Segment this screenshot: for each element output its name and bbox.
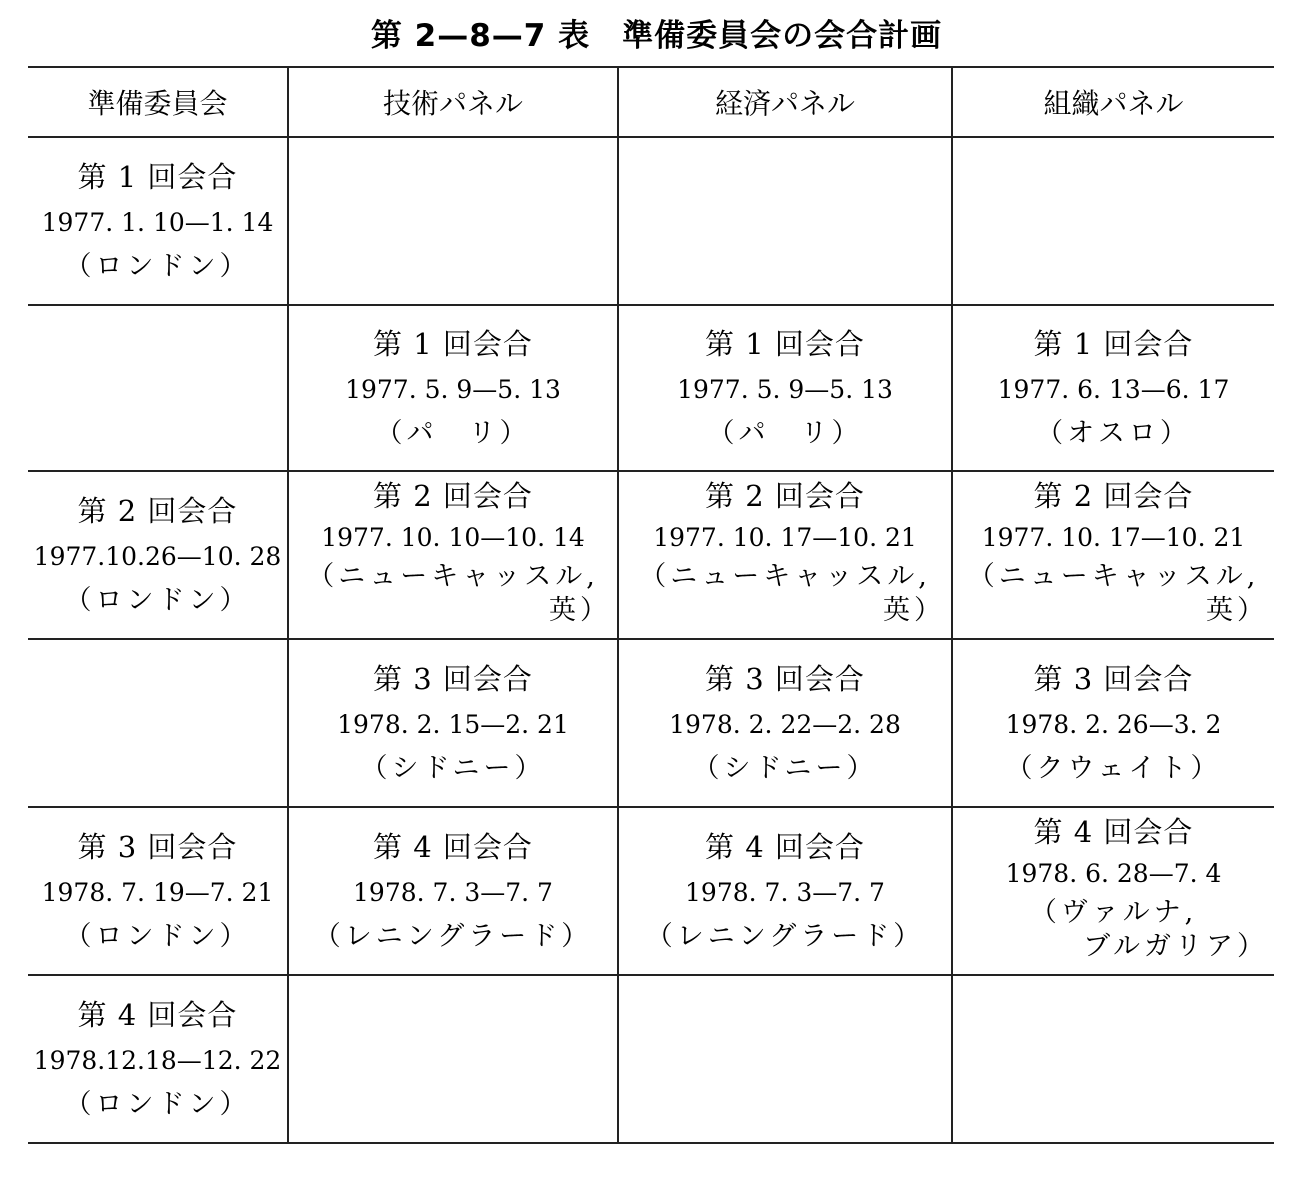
meeting-place-continued: 英）	[883, 595, 945, 626]
table-cell	[288, 471, 618, 639]
meeting-dates: 1978. 2. 15—2. 21	[337, 709, 569, 739]
meeting-place-continued: ブルガリア）	[1083, 931, 1268, 962]
meeting-entry	[953, 815, 1274, 964]
meeting-entry	[289, 479, 617, 628]
table-cell	[28, 807, 288, 975]
table-cell	[952, 471, 1274, 639]
table-cell	[288, 137, 618, 305]
meeting-place-continued: 英）	[1206, 595, 1268, 626]
meeting-number: 第 2 回会合	[77, 493, 238, 528]
table-cell	[288, 807, 618, 975]
meeting-dates: 1978. 7. 19—7. 21	[41, 877, 274, 907]
meeting-place: （ニューキャッスル,	[639, 561, 931, 593]
page-title: 第 2—8—7 表 準備委員会の会合計画	[370, 18, 943, 54]
meeting-dates: 1977. 5. 9—5. 13	[677, 374, 893, 404]
meeting-dates: 1978. 7. 3—7. 7	[685, 877, 885, 907]
meeting-number: 第 3 回会合	[1033, 661, 1194, 696]
meeting-number: 第 4 回会合	[1033, 815, 1194, 850]
meeting-number: 第 4 回会合	[373, 829, 533, 864]
meeting-entry	[28, 493, 287, 616]
meeting-dates: 1978. 2. 26—3. 2	[1005, 709, 1222, 739]
meeting-entry	[619, 479, 951, 628]
meeting-number: 第 4 回会合	[705, 829, 865, 864]
table-cell	[618, 975, 952, 1143]
meeting-place: （クウェイト）	[1005, 752, 1222, 784]
meeting-dates: 1978. 7. 3—7. 7	[353, 877, 553, 907]
table-cell	[28, 137, 288, 305]
meeting-place-continued: 英）	[549, 595, 611, 626]
table-cell	[28, 975, 288, 1143]
meeting-dates: 1977. 10. 17—10. 21	[653, 523, 917, 553]
table-cell	[618, 807, 952, 975]
meeting-number: 第 3 回会合	[77, 829, 238, 864]
meeting-dates: 1977. 6. 13—6. 17	[997, 374, 1230, 404]
column-header: 技術パネル	[288, 67, 618, 137]
meeting-plan-table	[28, 66, 1274, 1144]
table-cell	[28, 305, 288, 471]
meeting-dates: 1977. 10. 17—10. 21	[981, 523, 1246, 553]
meeting-place: （ロンドン）	[64, 250, 251, 282]
meeting-entry	[953, 661, 1274, 784]
meeting-place: （ロンドン）	[64, 1088, 251, 1120]
meeting-place: （レニングラード）	[313, 920, 593, 952]
meeting-number: 第 1 回会合	[705, 326, 865, 361]
meeting-entry	[289, 829, 617, 952]
meeting-place: （レニングラード）	[645, 920, 925, 952]
meeting-place: （ヴァルナ,	[1029, 897, 1198, 929]
meeting-dates: 1977.10.26—10. 28	[33, 541, 282, 571]
table-cell	[618, 137, 952, 305]
column-header: 経済パネル	[618, 67, 952, 137]
meeting-entry	[289, 661, 617, 784]
meeting-entry	[619, 661, 951, 784]
meeting-place: （オスロ）	[1036, 417, 1191, 449]
table-cell	[952, 639, 1274, 807]
table-cell	[618, 305, 952, 471]
meeting-place: （ロンドン）	[64, 920, 251, 952]
meeting-number: 第 1 回会合	[77, 159, 238, 194]
table-cell	[952, 305, 1274, 471]
meeting-dates: 1977. 10. 10—10. 14	[321, 523, 585, 553]
meeting-entry	[28, 159, 287, 282]
meeting-entry	[619, 829, 951, 952]
table-row	[28, 975, 1274, 1143]
table-row	[28, 639, 1274, 807]
meeting-number: 第 2 回会合	[705, 479, 865, 514]
table-cell	[288, 639, 618, 807]
table-body	[28, 137, 1274, 1143]
table-cell	[288, 975, 618, 1143]
meeting-dates: 1977. 5. 9—5. 13	[345, 374, 561, 404]
table-cell	[618, 639, 952, 807]
table-cell	[288, 305, 618, 471]
meeting-number: 第 3 回会合	[373, 661, 533, 696]
meeting-dates: 1978. 6. 28—7. 4	[1005, 859, 1222, 889]
meeting-number: 第 1 回会合	[373, 326, 533, 361]
meeting-entry	[953, 479, 1274, 628]
table-row	[28, 807, 1274, 975]
meeting-place: （ニューキャッスル,	[307, 561, 599, 593]
table-cell	[618, 471, 952, 639]
table-cell	[28, 471, 288, 639]
meeting-place: （パ リ）	[707, 417, 863, 449]
meeting-place: （シドニー）	[692, 752, 878, 784]
meeting-number: 第 1 回会合	[1033, 326, 1194, 361]
header-row	[28, 67, 1274, 137]
meeting-entry	[289, 326, 617, 449]
meeting-number: 第 4 回会合	[77, 997, 238, 1032]
table-cell	[28, 639, 288, 807]
meeting-place: （ロンドン）	[64, 584, 251, 616]
meeting-dates: 1977. 1. 10—1. 14	[41, 207, 274, 237]
meeting-number: 第 3 回会合	[705, 661, 865, 696]
column-header: 準備委員会	[28, 67, 288, 137]
meeting-number: 第 2 回会合	[1033, 479, 1194, 514]
meeting-place: （パ リ）	[375, 417, 531, 449]
table-cell	[952, 137, 1274, 305]
meeting-entry	[28, 997, 287, 1120]
table-cell	[952, 807, 1274, 975]
meeting-entry	[953, 326, 1274, 449]
meeting-dates: 1978.12.18—12. 22	[33, 1045, 282, 1075]
table-row	[28, 137, 1274, 305]
column-header: 組織パネル	[952, 67, 1274, 137]
table-cell	[952, 975, 1274, 1143]
meeting-dates: 1978. 2. 22—2. 28	[669, 709, 901, 739]
table-row	[28, 305, 1274, 471]
meeting-place: （シドニー）	[360, 752, 546, 784]
meeting-number: 第 2 回会合	[373, 479, 533, 514]
meeting-entry	[619, 326, 951, 449]
table-row	[28, 471, 1274, 639]
meeting-place: （ニューキャッスル,	[967, 561, 1260, 593]
meeting-entry	[28, 829, 287, 952]
